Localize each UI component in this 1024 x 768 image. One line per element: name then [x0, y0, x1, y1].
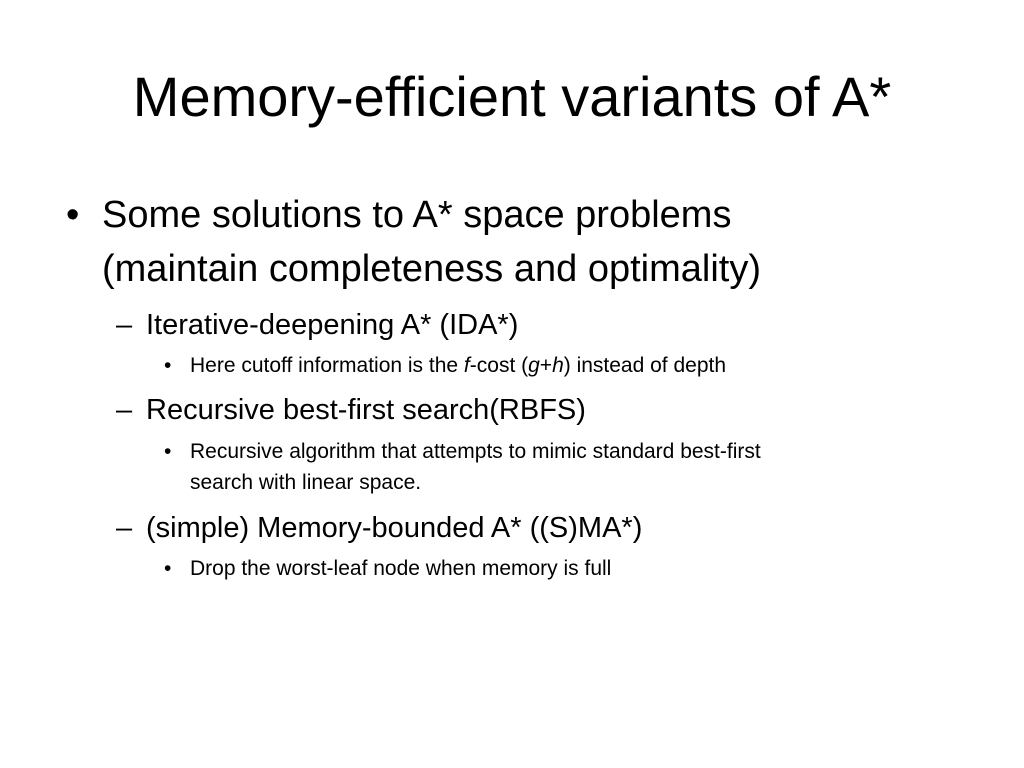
bullet-level1-line1: Some solutions to A* space problems	[102, 194, 732, 236]
dash-marker: –	[116, 309, 133, 341]
plus-symbol: +	[539, 354, 553, 377]
sub-item-rbfs-detail-line1: Recursive algorithm that attempts to mimic standard best-first	[190, 440, 761, 463]
h-symbol: h	[552, 354, 564, 377]
detail-text-part: -cost (	[469, 354, 529, 377]
sub-item-sma-text: (simple) Memory-bounded A* ((S)MA*)	[146, 512, 643, 544]
sub-item-ida-detail	[190, 350, 726, 381]
detail-bullet-marker: •	[164, 440, 172, 463]
slide-title: Memory-efficient variants of A*	[132, 65, 892, 128]
sub-item-rbfs-text: Recursive best-first search(RBFS)	[146, 394, 586, 426]
sub-item-sma-detail: Drop the worst-leaf node when memory is full	[190, 557, 612, 580]
bullet-level1-line2: (maintain completeness and optimality)	[102, 248, 761, 290]
detail-text-part: ) instead of depth	[563, 354, 727, 377]
f-symbol: f	[463, 354, 470, 377]
bullet-marker: •	[66, 194, 80, 236]
detail-bullet-marker: •	[164, 354, 172, 377]
sub-item-rbfs-detail-line2: search with linear space.	[190, 471, 422, 494]
detail-text-part: Here cutoff information is the	[190, 354, 464, 377]
g-symbol: g	[528, 354, 540, 377]
dash-marker: –	[116, 512, 133, 544]
dash-marker: –	[116, 394, 133, 426]
sub-item-ida-text: Iterative-deepening A* (IDA*)	[146, 309, 519, 341]
detail-bullet-marker: •	[164, 557, 172, 580]
